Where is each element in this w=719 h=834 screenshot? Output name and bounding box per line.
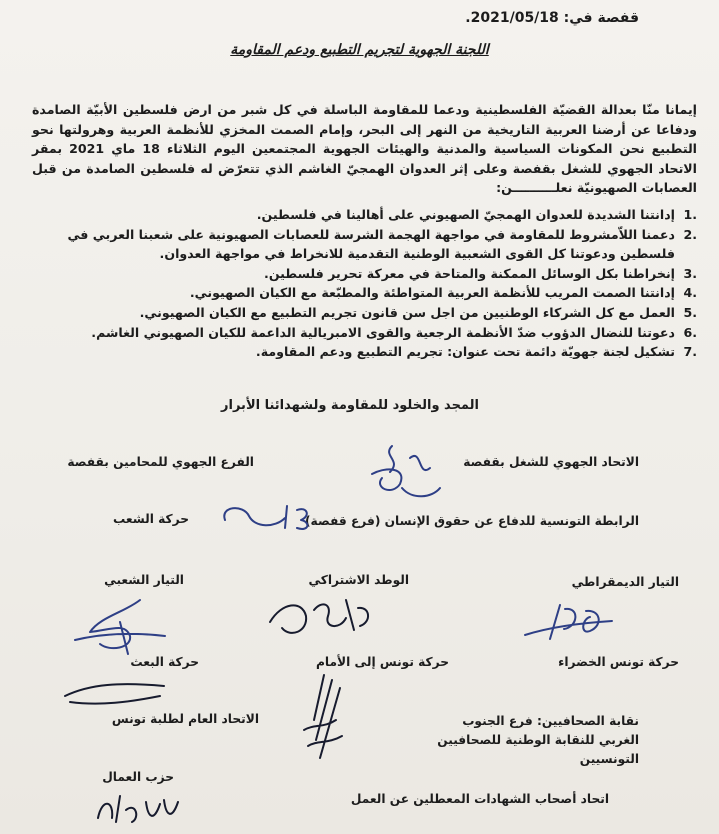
list-item	[25, 225, 697, 264]
point-text: دعوتنا للنضال الدؤوب ضدّ الأنظمة الرجعية والقوى الامبريالية الداعمة للكيان الصهيوني الغاشم.	[91, 324, 675, 340]
point-number: 5.	[683, 304, 697, 320]
signature-mark-baath	[60, 672, 170, 712]
list-item	[25, 205, 697, 225]
signature-mark-tunisia-forward	[294, 670, 349, 765]
list-item	[25, 342, 697, 362]
signatory-popular-current: التيار الشعبي	[104, 573, 184, 587]
signatory-lawyers: الفرع الجهوي للمحامين بقفصة	[67, 455, 254, 469]
date-line: قفصة في: 2021/05/18.	[465, 10, 639, 26]
point-text: العمل مع كل الشركاء الوطنيين من اجل سن قانون تجريم التطبيع مع الكيان الصهيوني.	[139, 304, 675, 320]
list-item	[25, 283, 697, 303]
signature-mark-watad	[262, 582, 377, 647]
point-number: 4.	[683, 285, 697, 301]
closing-line: المجد والخلود للمقاومة ولشهدائنا الأبرار	[221, 398, 479, 413]
signatory-unemployed: اتحاد أصحاب الشهادات المعطلين عن العمل	[350, 792, 609, 806]
signatory-baath: حركة البعث	[130, 655, 199, 669]
signatory-watad: الوطد الاشتراكي	[308, 573, 409, 587]
point-text: إدانتنا الشديدة للعدوان الهمجيّ الصهيوني على أهالينا في فلسطين.	[256, 207, 675, 222]
signatory-green-tunisia: حركة تونس الخضراء	[558, 655, 679, 669]
list-item	[25, 264, 697, 284]
signatory-students: الاتحاد العام لطلبة تونس	[111, 712, 259, 726]
point-text: تشكيل لجنة جهويّة دائمة تحت عنوان: تجريم التطبيع ودعم المقاومة.	[255, 344, 675, 360]
signatory-ltdh: الرابطة التونسية للدفاع عن حقوق الإنسان (فرع قفصة)	[304, 514, 639, 528]
signature-mark-workers-party	[92, 788, 182, 832]
intro-text: إيمانا منّا بعدالة القضيّة الفلسطينية ودعما للمقاومة الباسلة في كل شبر من ارض فلسطين الأبيّة الصامدة ودفاعا عن أرضنا العربية التاريخية من النهر إلى البحر، وإمام الصمت المخزي للأنظمة العربية وهرولتها نحو التطبيع نحن المكونات السياسية والمدنية والهيئات الجهوية المجتمعين اليوم الثلاثاء 18 ماي 2021 بمقر الاتحاد الجهوي للشغل بقفصة وعلى إثر العدوان الهمجيّ الغاشم الذي تتعرّض له فلسطين الصامدة من قبل العصابات الصهيونيّة نعلــــــــــن:	[32, 102, 698, 195]
signatory-tunisia-forward: حركة تونس إلى الأمام	[316, 655, 449, 669]
intro-paragraph	[32, 100, 697, 198]
point-text: إدانتنا الصمت المريب للأنظمة العربية المتواطئة والمطبّعة مع الكيان الصهيوني.	[189, 285, 675, 301]
signature-mark-democratic-current	[520, 597, 620, 649]
signatory-ugtt: الاتحاد الجهوي للشغل بقفصة	[463, 455, 639, 469]
list-item	[25, 303, 697, 323]
document-title: اللجنة الجهوية لتجريم التطبيع ودعم المقاومة	[230, 42, 489, 58]
signatory-democratic-current: التيار الديمقراطي	[571, 575, 679, 589]
signatory-workers-party: حزب العمال	[102, 770, 174, 784]
point-text: إنخراطنا بكل الوسائل الممكنة والمتاحة في معركة تحرير فلسطين.	[264, 265, 675, 281]
points-list	[25, 205, 697, 362]
signature-mark-ltdh	[215, 498, 320, 540]
point-number: 6.	[683, 324, 697, 340]
point-number: 1.	[683, 207, 697, 222]
signature-mark-ugtt	[352, 438, 447, 508]
signature-mark-popular-current	[70, 592, 170, 662]
point-number: 7.	[683, 344, 697, 360]
point-text: دعمنا اللاّمشروط للمقاومة في مواجهة الهجمة الشرسة للعصابات الصهيونية على شعبنا العربي في فلسطين ودعوتنا كل القوى الشعبية الوطنية التقدمية للانخراط في مواجهة العدوان.	[67, 226, 675, 262]
point-number: 2.	[683, 226, 697, 242]
signatory-journalists: نقابة الصحافيين: فرع الجنوب الغربي للنقابة الوطنية للصحافيين التونسيين	[437, 714, 639, 766]
point-number: 3.	[683, 265, 697, 281]
list-item	[25, 323, 697, 343]
signatory-chaab: حركة الشعب	[112, 512, 189, 526]
